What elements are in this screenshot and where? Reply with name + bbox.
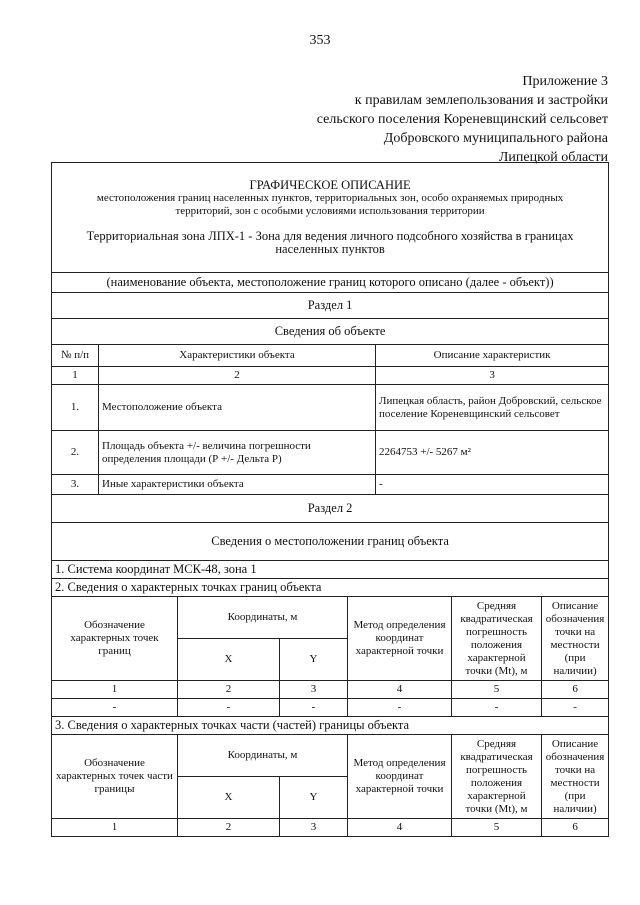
col-header-x: X [178, 639, 280, 681]
row-num: 3. [52, 475, 99, 495]
col-header-accuracy: Средняя квадратическая погрешность положения характерной точки (Mt), м [452, 597, 542, 681]
index-cell: 2 [178, 819, 280, 837]
dash-cell: - [452, 699, 542, 717]
col-header-coordinates: Координаты, м [178, 735, 348, 777]
section2-title: Раздел 2 [52, 495, 609, 523]
index-cell: 1 [52, 819, 178, 837]
col-header-method: Метод определения координат характерной точки [348, 735, 452, 819]
col-header-y: Y [280, 639, 348, 681]
index-cell: 3 [280, 819, 348, 837]
graphic-description-table [51, 162, 609, 837]
appendix-line: Добровского муниципального района [383, 131, 608, 146]
table-row [52, 431, 609, 475]
document-header-cell [52, 163, 609, 273]
document-title: ГРАФИЧЕСКОЕ ОПИСАНИЕ [249, 178, 411, 192]
dash-cell: - [178, 699, 280, 717]
col-header-y: Y [280, 777, 348, 819]
col-header-point-description: Описание обозначения точки на местности (при наличии) [542, 597, 609, 681]
row-description: Липецкая область, район Добровский, сельское поселение Кореневщинский сельсовет [376, 385, 609, 431]
object-caption: (наименование объекта, местоположение границ которого описано (далее - объект)) [52, 273, 609, 293]
section1-title: Раздел 1 [52, 293, 609, 319]
col-header-coordinates: Координаты, м [178, 597, 348, 639]
index-cell: 5 [452, 819, 542, 837]
dash-cell: - [280, 699, 348, 717]
appendix-line: к правилам землепользования и застройки [354, 93, 608, 108]
col-header-num: № п/п [52, 345, 99, 367]
row-description: 2264753 +/- 5267 м² [376, 431, 609, 475]
appendix-line: Приложение 3 [522, 74, 608, 89]
appendix-header [317, 72, 608, 167]
dash-cell: - [542, 699, 609, 717]
index-cell: 4 [348, 681, 452, 699]
index-cell: 6 [542, 819, 609, 837]
col-header-characteristics: Характеристики объекта [99, 345, 376, 367]
points-section-title: 2. Сведения о характерных точках границ объекта [52, 579, 609, 597]
table-row [52, 699, 609, 717]
dash-cell: - [52, 699, 178, 717]
appendix-line: Липецкой области [498, 150, 608, 165]
document-subtitle: местоположения границ населенных пунктов, территориальных зон, особо охраняемых природных территорий, зон с особыми условиями использования территории [96, 192, 564, 217]
col-header-designation-part: Обозначение характерных точек части границы [52, 735, 178, 819]
col-header-accuracy: Средняя квадратическая погрешность положения характерной точки (Mt), м [452, 735, 542, 819]
index-cell: 2 [178, 681, 280, 699]
col-header-designation: Обозначение характерных точек границ [52, 597, 178, 681]
index-cell: 4 [348, 819, 452, 837]
part-points-section-title: 3. Сведения о характерных точках части (частей) границы объекта [52, 717, 609, 735]
appendix-line: сельского поселения Кореневщинский сельсовет [316, 112, 608, 127]
row-characteristic: Иные характеристики объекта [99, 475, 376, 495]
row-description: - [376, 475, 609, 495]
section2-subtitle: Сведения о местоположении границ объекта [52, 523, 609, 561]
index-cell: 1 [52, 681, 178, 699]
index-cell: 6 [542, 681, 609, 699]
col-header-description: Описание характеристик [376, 345, 609, 367]
section1-subtitle: Сведения об объекте [52, 319, 609, 345]
zone-name: Территориальная зона ЛПХ-1 - Зона для ведения личного подсобного хозяйства в границах населенных пунктов [86, 229, 574, 256]
table-row [52, 475, 609, 495]
dash-cell: - [348, 699, 452, 717]
row-characteristic: Местоположение объекта [99, 385, 376, 431]
row-num: 1. [52, 385, 99, 431]
index-cell: 3 [376, 367, 609, 385]
row-characteristic: Площадь объекта +/- величина погрешности определения площади (Р +/- Дельта Р) [99, 431, 376, 475]
index-cell: 2 [99, 367, 376, 385]
col-header-point-description: Описание обозначения точки на местности (при наличии) [542, 735, 609, 819]
table-row [52, 385, 609, 431]
page-number: 353 [309, 33, 331, 48]
index-cell: 5 [452, 681, 542, 699]
col-header-x: X [178, 777, 280, 819]
index-cell: 3 [280, 681, 348, 699]
col-header-method: Метод определения координат характерной точки [348, 597, 452, 681]
row-num: 2. [52, 431, 99, 475]
index-cell: 1 [52, 367, 99, 385]
coordinate-system: 1. Система координат МСК-48, зона 1 [52, 561, 609, 579]
